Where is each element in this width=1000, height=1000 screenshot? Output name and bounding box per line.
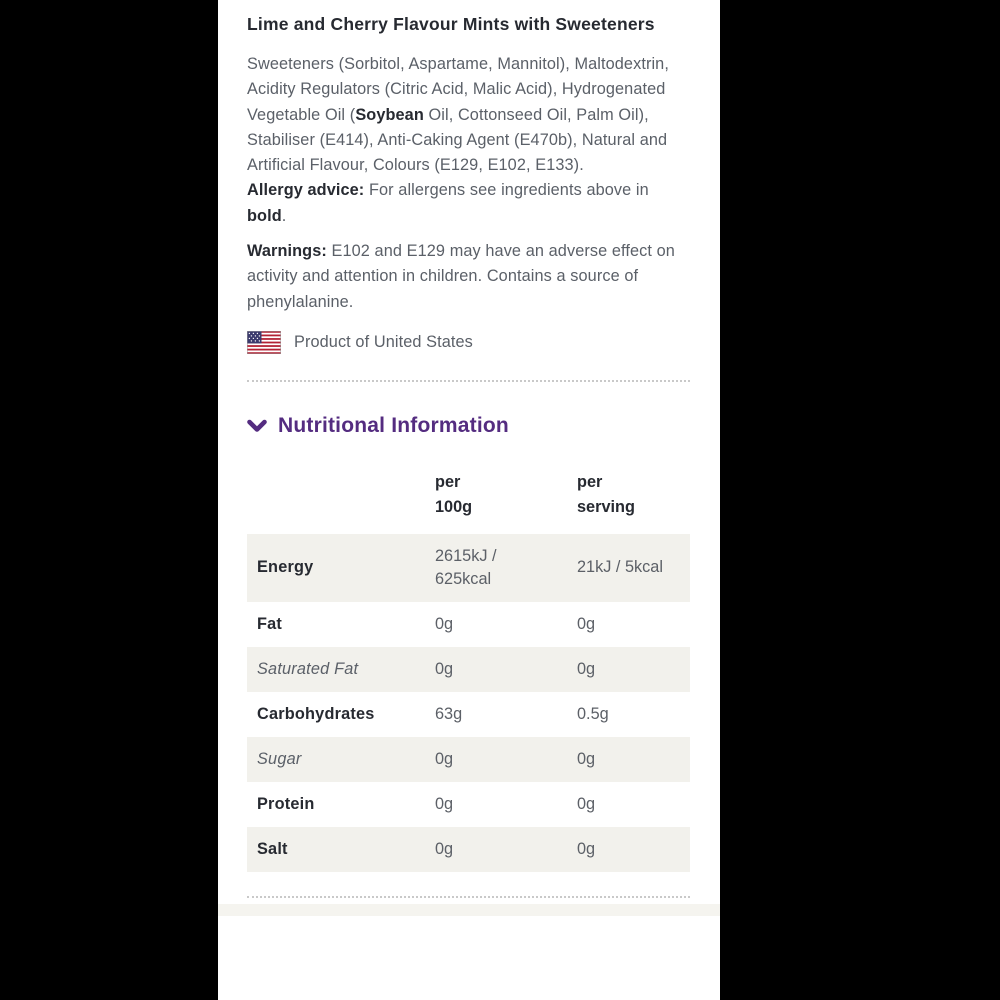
product-title: Lime and Cherry Flavour Mints with Sweeteners — [247, 14, 655, 34]
warnings-text: Warnings: E102 and E129 may have an adverse effect on activity and attention in children. Contains a source of phenylalanine. — [247, 242, 675, 311]
ingredients-after-bold: Oil, Cottonseed Oil, Palm Oil), Stabiliser (E414), Anti-Caking Agent (E470b), Natural and Artificial Flavour, Colours (E129, E102, E133). — [247, 105, 668, 175]
product-detail-panel — [218, 0, 720, 1000]
ingredients-text — [247, 52, 690, 178]
nutritional-information-accordion-toggle[interactable] — [247, 414, 690, 438]
section-divider — [247, 896, 690, 898]
nutrition-col-per-100g: per 100g — [435, 472, 473, 516]
next-section-header-edge — [218, 904, 720, 916]
table-row-energy: Energy 2615kJ / 625kcal 21kJ / 5kcal — [247, 534, 690, 602]
nutrition-col-empty — [247, 470, 435, 534]
ingredients-before-bold: Sweeteners (Sorbitol, Aspartame, Mannitol), Maltodextrin, Acidity Regulators (Citric Acid, Malic Acid), Hydrogenated Vegetable Oil ( — [247, 55, 669, 124]
country-of-origin — [247, 331, 690, 354]
allergy-advice-text: Allergy advice: For allergens see ingredients above in bold. — [247, 181, 649, 225]
allergy-bold-word: bold — [247, 206, 282, 225]
nutrition-col-per-serving: per serving — [577, 472, 635, 516]
origin-label: Product of United States — [294, 332, 473, 351]
table-row-saturated-fat: Saturated Fat 0g 0g — [247, 647, 690, 692]
table-row-sugar: Sugar 0g 0g — [247, 737, 690, 782]
nutritional-information-heading: Nutritional Information — [278, 413, 509, 437]
table-row-protein: Protein 0g 0g — [257, 794, 596, 813]
nutrition-table-header-row — [247, 470, 690, 534]
table-row-fat: Fat 0g 0g — [257, 614, 596, 633]
table-row-salt: Salt 0g 0g — [247, 827, 690, 872]
nutrition-table — [247, 470, 690, 872]
chevron-down-icon — [247, 419, 267, 434]
warnings-label: Warnings: — [247, 242, 327, 261]
us-flag-icon — [247, 331, 281, 354]
table-row-carbohydrates: Carbohydrates 63g 0.5g — [257, 704, 609, 723]
section-divider — [247, 380, 690, 382]
allergy-advice-label: Allergy advice: — [247, 181, 365, 200]
ingredients-bold-allergen: Soybean — [355, 105, 424, 124]
